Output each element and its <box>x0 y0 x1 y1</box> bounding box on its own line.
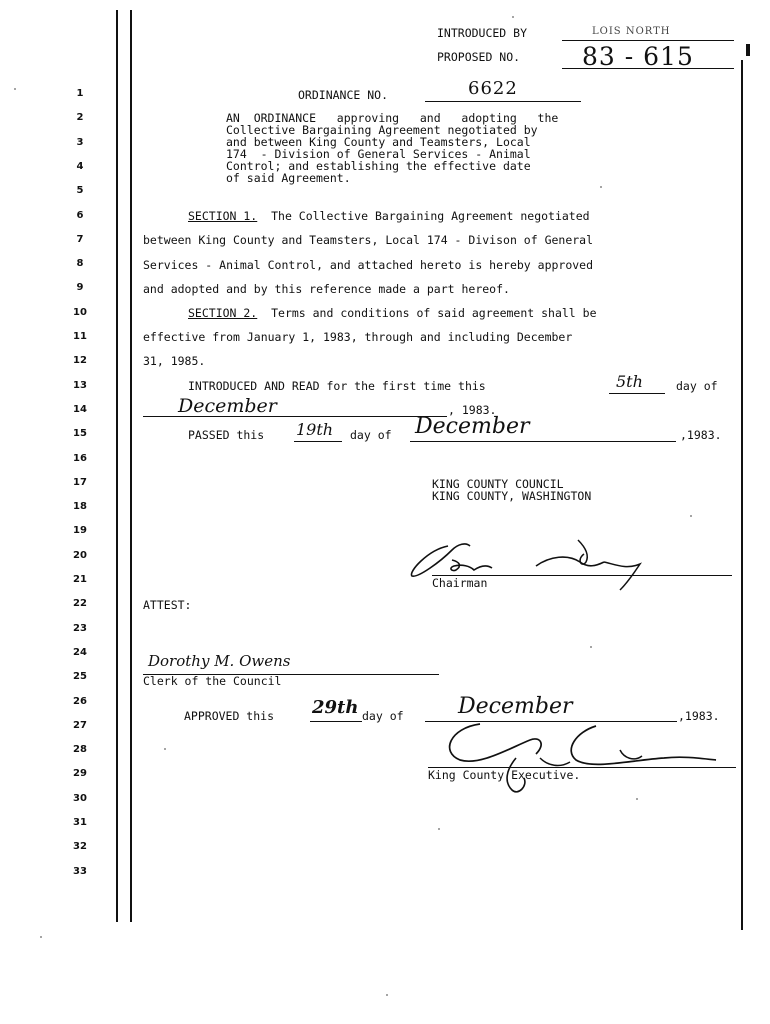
section-1-heading: SECTION 1. <box>188 209 258 223</box>
line-number: 19 <box>73 525 87 537</box>
right-margin-rule <box>741 60 743 930</box>
line-number: 21 <box>73 574 87 585</box>
left-margin-rule-outer <box>116 10 118 922</box>
line-number: 18 <box>73 501 87 513</box>
introduced-year: , 1983. <box>448 403 497 417</box>
proposed-no-label: PROPOSED NO. <box>437 50 521 64</box>
approved-mid: day of <box>362 709 404 723</box>
approved-month: December <box>458 694 573 719</box>
scan-speck <box>14 88 16 90</box>
section-1-line-1 <box>188 209 590 223</box>
clerk-signature: Dorothy M. Owens <box>148 652 291 670</box>
approved-day: 29th <box>312 697 359 718</box>
line-number: 26 <box>73 695 87 707</box>
left-margin-rule-inner <box>130 10 132 922</box>
line-number: 6 <box>76 209 84 221</box>
line-number: 1 <box>76 88 84 99</box>
ordinance-number-line <box>425 101 581 102</box>
line-number: 13 <box>73 379 87 391</box>
line-number: 2 <box>76 112 84 124</box>
passed-year: ,1983. <box>680 428 722 442</box>
chairman-label: Chairman <box>432 576 488 590</box>
passed-month: December <box>415 414 530 439</box>
section-2-line-1 <box>188 306 597 320</box>
introduced-by-line <box>562 40 734 41</box>
line-number: 11 <box>73 331 87 342</box>
passed-prefix: PASSED this <box>188 428 265 442</box>
scan-speck <box>590 646 592 648</box>
line-number: 33 <box>73 865 87 877</box>
line-number: 30 <box>73 792 87 804</box>
section-1-line-1-text: The Collective Bargaining Agreement negotiated <box>257 209 590 223</box>
line-number: 25 <box>73 671 87 683</box>
council-location: KING COUNTY, WASHINGTON <box>432 489 592 503</box>
ordinance-number: 6622 <box>468 78 518 99</box>
introduced-month: December <box>178 395 277 417</box>
line-number: 17 <box>73 476 87 488</box>
approved-prefix: APPROVED this <box>184 709 275 723</box>
passed-month-line <box>410 441 676 442</box>
section-2-heading: SECTION 2. <box>188 306 258 320</box>
right-edge-tick <box>746 44 750 56</box>
line-number: 15 <box>73 428 87 440</box>
line-number: 7 <box>76 233 84 245</box>
attest-label: ATTEST: <box>143 598 192 612</box>
passed-mid: day of <box>350 428 392 442</box>
line-number: 5 <box>76 185 84 197</box>
executive-signature <box>420 718 740 808</box>
section-1-line-2: between King County and Teamsters, Local 174 - Divison of General <box>143 233 594 247</box>
introduced-by-value: LOIS NORTH <box>592 26 671 37</box>
introduced-day-suffix: day of <box>676 379 718 393</box>
line-number: 24 <box>73 646 87 658</box>
proposed-no-value: 83 - 615 <box>582 42 694 71</box>
scan-speck <box>600 186 602 188</box>
introduced-day: 5th <box>616 372 643 391</box>
line-number: 29 <box>73 768 87 780</box>
line-number: 12 <box>73 355 87 367</box>
introduced-read-prefix: INTRODUCED AND READ for the first time this <box>188 379 486 393</box>
title-line-2: Collective Bargaining Agreement negotiated by <box>226 123 538 137</box>
passed-day-line <box>294 441 342 442</box>
scan-speck <box>164 748 166 750</box>
line-number: 14 <box>73 403 87 415</box>
line-number: 8 <box>76 258 84 270</box>
section-2-line-3: 31, 1985. <box>143 354 206 368</box>
scan-speck <box>512 16 514 18</box>
scan-speck <box>636 798 638 800</box>
ordinance-label: ORDINANCE NO. <box>298 88 389 102</box>
council-name: KING COUNTY COUNCIL <box>432 477 564 491</box>
scan-speck <box>386 994 388 996</box>
passed-day: 19th <box>296 420 334 439</box>
scan-speck <box>40 936 42 938</box>
section-1-line-4: and adopted and by this reference made a part hereof. <box>143 282 510 296</box>
title-line-1: AN ORDINANCE approving and adopting the <box>226 111 559 125</box>
title-line-6: of said Agreement. <box>226 171 351 185</box>
title-line-5: Control; and establishing the effective date <box>226 159 531 173</box>
introduced-day-line <box>609 393 665 394</box>
line-number: 3 <box>76 136 84 148</box>
title-line-3: and between King County and Teamsters, Local <box>226 135 531 149</box>
line-number: 31 <box>73 817 87 828</box>
line-number: 20 <box>73 549 87 561</box>
introduced-by-label: INTRODUCED BY <box>437 26 528 40</box>
scan-speck <box>690 515 692 517</box>
line-number: 27 <box>73 719 87 731</box>
scan-speck <box>438 828 440 830</box>
approved-year: ,1983. <box>678 709 720 723</box>
section-1-line-3: Services - Animal Control, and attached hereto is hereby approved <box>143 258 594 272</box>
line-number: 22 <box>73 598 87 610</box>
line-number: 10 <box>73 306 87 318</box>
executive-label: King County Executive. <box>428 768 581 782</box>
line-number: 9 <box>76 282 84 294</box>
section-2-line-1-text: Terms and conditions of said agreement shall be <box>257 306 597 320</box>
clerk-label: Clerk of the Council <box>143 674 282 688</box>
line-number: 4 <box>76 160 84 172</box>
line-number: 16 <box>73 452 87 464</box>
line-number: 23 <box>73 622 87 634</box>
section-2-line-2: effective from January 1, 1983, through and including December <box>143 330 573 344</box>
title-line-4: 174 - Division of General Services - Animal <box>226 147 531 161</box>
line-number: 32 <box>73 841 87 853</box>
line-number: 28 <box>73 744 87 756</box>
approved-day-line <box>310 721 362 722</box>
